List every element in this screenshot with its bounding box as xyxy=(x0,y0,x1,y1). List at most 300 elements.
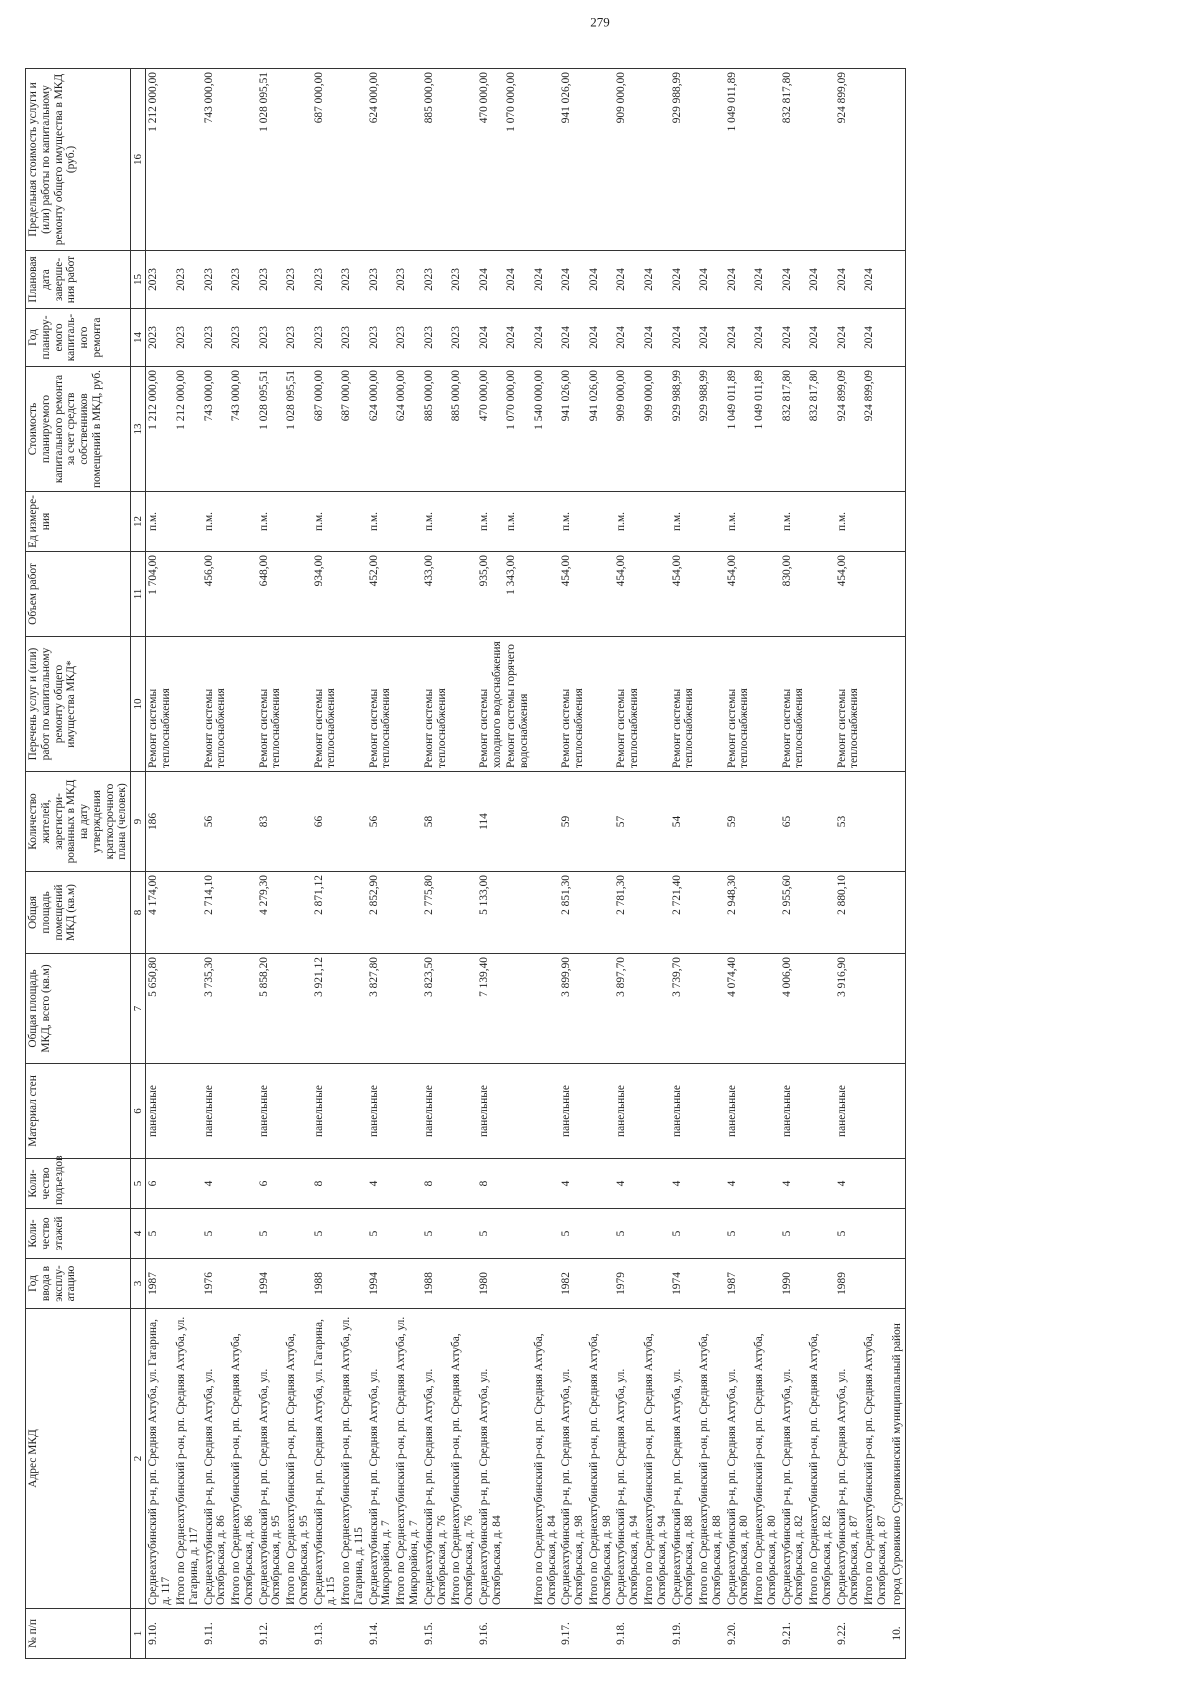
total-end-date: 2024 xyxy=(642,250,670,308)
row-number: 9.21. xyxy=(780,1608,808,1658)
total-label: Итого по Среднеахтубинский р-он, рп. Средняя Ахтуба, Октябрьская, д. 95 xyxy=(284,1308,312,1608)
empty-cell xyxy=(284,871,312,953)
empty-cell xyxy=(284,68,312,250)
total-cost: 929 988,99 xyxy=(697,366,725,491)
year-built: 1994 xyxy=(257,1258,285,1308)
total-cost: 832 817,80 xyxy=(807,366,835,491)
unit: п.м. xyxy=(367,491,395,551)
empty-cell xyxy=(587,1158,615,1208)
empty-cell xyxy=(642,1208,670,1258)
total-label: Итого по Среднеахтубинский р-он, рп. Средняя Ахтуба, Октябрьская, д. 76 xyxy=(449,1308,477,1608)
floors: 5 xyxy=(780,1208,808,1258)
empty-cell xyxy=(174,551,202,636)
row-number xyxy=(697,1608,725,1658)
header-cell: Общая площадь МКД, всего (кв.м) xyxy=(26,953,131,1063)
total-area: 3 916,90 xyxy=(835,953,863,1063)
residents: 66 xyxy=(312,771,340,871)
total-row xyxy=(449,68,477,1658)
residents: 83 xyxy=(257,771,285,871)
row-number: 9.15. xyxy=(422,1608,450,1658)
work-type: Ремонт системы теплоснабжения xyxy=(257,636,285,771)
empty-cell xyxy=(752,1258,780,1308)
empty-cell xyxy=(174,1063,202,1158)
row-number: 9.18. xyxy=(614,1608,642,1658)
floors: 5 xyxy=(835,1208,863,1258)
total-plan-year: 2024 xyxy=(752,308,780,366)
year-built: 1988 xyxy=(312,1258,340,1308)
empty-cell xyxy=(587,771,615,871)
header-cell: Стоимость планируемого капитального ремонта за счет средств собственников помещений в МКД, руб. xyxy=(26,366,131,491)
year-built: 1980 xyxy=(477,1258,505,1308)
address xyxy=(504,1308,532,1608)
total-plan-year: 2024 xyxy=(642,308,670,366)
residents: 114 xyxy=(477,771,505,871)
floors: 5 xyxy=(257,1208,285,1258)
total-plan-year: 2024 xyxy=(697,308,725,366)
empty-cell xyxy=(284,953,312,1063)
limit-cost: 470 000,00 xyxy=(477,68,505,250)
entrances: 4 xyxy=(614,1158,642,1208)
repair-plan-table xyxy=(25,68,906,1659)
table-row xyxy=(725,68,753,1658)
empty-cell xyxy=(229,636,257,771)
header-cell: Количество жителей, зарегистри-рованных в МКД на дату утверждения краткосрочного плана (человек) xyxy=(26,771,131,871)
entrances: 6 xyxy=(257,1158,285,1208)
empty-cell xyxy=(890,366,905,491)
repair-cost: 909 000,00 xyxy=(614,366,642,491)
empty-cell xyxy=(339,953,367,1063)
empty-cell xyxy=(394,491,422,551)
wall-material: панельные xyxy=(835,1063,863,1158)
total-plan-year: 2023 xyxy=(229,308,257,366)
total-end-date: 2023 xyxy=(229,250,257,308)
empty-cell xyxy=(807,491,835,551)
total-area xyxy=(504,953,532,1063)
premises-area: 5 133,00 xyxy=(477,871,505,953)
address: Среднеахтубинский р-н, рп. Средняя Ахтуба, ул. Микрорайон, д. 7 xyxy=(367,1308,395,1608)
entrances: 4 xyxy=(559,1158,587,1208)
total-plan-year: 2024 xyxy=(587,308,615,366)
empty-cell xyxy=(532,68,560,250)
premises-area: 2 851,30 xyxy=(559,871,587,953)
empty-cell xyxy=(807,953,835,1063)
residents: 59 xyxy=(559,771,587,871)
plan-year: 2023 xyxy=(367,308,395,366)
empty-cell xyxy=(642,551,670,636)
empty-cell xyxy=(752,551,780,636)
total-cost: 885 000,00 xyxy=(449,366,477,491)
total-end-date: 2023 xyxy=(449,250,477,308)
total-end-date: 2024 xyxy=(532,250,560,308)
total-area: 3 921,12 xyxy=(312,953,340,1063)
empty-cell xyxy=(284,1258,312,1308)
empty-cell xyxy=(284,636,312,771)
empty-cell xyxy=(862,491,890,551)
end-date: 2023 xyxy=(422,250,450,308)
limit-cost: 924 899,09 xyxy=(835,68,863,250)
plan-year: 2024 xyxy=(559,308,587,366)
total-cost: 624 000,00 xyxy=(394,366,422,491)
empty-cell xyxy=(394,1258,422,1308)
unit: п.м. xyxy=(146,491,174,551)
total-label: Итого по Среднеахтубинский р-он, рп. Средняя Ахтуба, Октябрьская, д. 94 xyxy=(642,1308,670,1608)
plan-year: 2023 xyxy=(257,308,285,366)
table-row xyxy=(422,68,450,1658)
row-number: 9.19. xyxy=(670,1608,698,1658)
empty-cell xyxy=(642,953,670,1063)
total-label: Итого по Среднеахтубинский р-он, рп. Средняя Ахтуба, Октябрьская, д. 87 xyxy=(862,1308,890,1608)
total-label: Итого по Среднеахтубинский р-он, рп. Средняя Ахтуба, Октябрьская, д. 82 xyxy=(807,1308,835,1608)
unit: п.м. xyxy=(725,491,753,551)
empty-cell xyxy=(752,1158,780,1208)
total-plan-year: 2023 xyxy=(339,308,367,366)
empty-cell xyxy=(339,636,367,771)
empty-cell xyxy=(890,1258,905,1308)
premises-area: 2 714,10 xyxy=(202,871,230,953)
empty-cell xyxy=(862,953,890,1063)
limit-cost: 929 988,99 xyxy=(670,68,698,250)
work-type: Ремонт системы горячего водоснабжения xyxy=(504,636,532,771)
residents xyxy=(504,771,532,871)
premises-area: 2 871,12 xyxy=(312,871,340,953)
total-end-date: 2024 xyxy=(752,250,780,308)
empty-cell xyxy=(394,771,422,871)
empty-cell xyxy=(862,1158,890,1208)
wall-material xyxy=(504,1063,532,1158)
work-type: Ремонт системы теплоснабжения xyxy=(670,636,698,771)
empty-cell xyxy=(532,771,560,871)
empty-cell xyxy=(229,1063,257,1158)
empty-cell xyxy=(532,636,560,771)
work-type: Ремонт системы теплоснабжения xyxy=(559,636,587,771)
total-row xyxy=(587,68,615,1658)
header-cell: Коли-чество подъездов xyxy=(26,1158,131,1208)
header-cell: Год ввода в эксплу-атацию xyxy=(26,1258,131,1308)
column-number: 9 xyxy=(131,771,146,871)
table-row xyxy=(477,68,505,1658)
wall-material: панельные xyxy=(614,1063,642,1158)
limit-cost: 941 026,00 xyxy=(559,68,587,250)
end-date: 2023 xyxy=(312,250,340,308)
total-area: 4 074,40 xyxy=(725,953,753,1063)
table-row xyxy=(670,68,698,1658)
total-cost: 924 899,09 xyxy=(862,366,890,491)
floors: 5 xyxy=(614,1208,642,1258)
end-date: 2024 xyxy=(835,250,863,308)
limit-cost: 687 000,00 xyxy=(312,68,340,250)
table-row xyxy=(146,68,174,1658)
total-row xyxy=(807,68,835,1658)
empty-cell xyxy=(284,1063,312,1158)
row-number: 9.16. xyxy=(477,1608,505,1658)
work-volume: 452,00 xyxy=(367,551,395,636)
row-number: 9.17. xyxy=(559,1608,587,1658)
residents: 56 xyxy=(202,771,230,871)
residents: 56 xyxy=(367,771,395,871)
empty-cell xyxy=(174,636,202,771)
work-volume: 454,00 xyxy=(835,551,863,636)
unit: п.м. xyxy=(257,491,285,551)
row-number xyxy=(449,1608,477,1658)
total-end-date: 2024 xyxy=(587,250,615,308)
address: Среднеахтубинский р-н, рп. Средняя Ахтуба, ул. Октябрьская, д. 98 xyxy=(559,1308,587,1608)
empty-cell xyxy=(807,771,835,871)
work-volume: 934,00 xyxy=(312,551,340,636)
work-volume: 935,00 xyxy=(477,551,505,636)
year-built: 1987 xyxy=(146,1258,174,1308)
year-built: 1979 xyxy=(614,1258,642,1308)
empty-cell xyxy=(890,871,905,953)
plan-year: 2023 xyxy=(422,308,450,366)
row-number: 9.10. xyxy=(146,1608,174,1658)
end-date: 2023 xyxy=(202,250,230,308)
floors: 5 xyxy=(422,1208,450,1258)
column-number: 12 xyxy=(131,491,146,551)
empty-cell xyxy=(890,771,905,871)
header-cell: Год планиру-емого капиталь-ного ремонта xyxy=(26,308,131,366)
unit: п.м. xyxy=(670,491,698,551)
work-type: Ремонт системы теплоснабжения xyxy=(422,636,450,771)
total-area: 7 139,40 xyxy=(477,953,505,1063)
empty-cell xyxy=(532,953,560,1063)
empty-cell xyxy=(174,953,202,1063)
entrances: 8 xyxy=(422,1158,450,1208)
repair-cost: 470 000,00 xyxy=(477,366,505,491)
empty-cell xyxy=(697,1258,725,1308)
premises-area: 4 174,00 xyxy=(146,871,174,953)
limit-cost: 624 000,00 xyxy=(367,68,395,250)
unit: п.м. xyxy=(780,491,808,551)
total-area: 5 650,80 xyxy=(146,953,174,1063)
empty-cell xyxy=(890,1063,905,1158)
empty-cell xyxy=(339,1063,367,1158)
row-number xyxy=(807,1608,835,1658)
end-date: 2024 xyxy=(614,250,642,308)
empty-cell xyxy=(532,1208,560,1258)
plan-year: 2023 xyxy=(312,308,340,366)
premises-area xyxy=(504,871,532,953)
empty-cell xyxy=(449,1258,477,1308)
row-number xyxy=(284,1608,312,1658)
repair-cost: 924 899,09 xyxy=(835,366,863,491)
total-cost: 1 028 095,51 xyxy=(284,366,312,491)
floors: 5 xyxy=(477,1208,505,1258)
empty-cell xyxy=(642,771,670,871)
row-number xyxy=(339,1608,367,1658)
empty-cell xyxy=(449,1063,477,1158)
floors: 5 xyxy=(725,1208,753,1258)
limit-cost: 1 049 011,89 xyxy=(725,68,753,250)
column-number: 7 xyxy=(131,953,146,1063)
total-plan-year: 2023 xyxy=(174,308,202,366)
work-volume: 454,00 xyxy=(670,551,698,636)
empty-cell xyxy=(532,551,560,636)
address: Среднеахтубинский р-н, рп. Средняя Ахтуба, ул. Октябрьская, д. 88 xyxy=(670,1308,698,1608)
total-row xyxy=(229,68,257,1658)
unit: п.м. xyxy=(614,491,642,551)
unit: п.м. xyxy=(477,491,505,551)
limit-cost: 832 817,80 xyxy=(780,68,808,250)
empty-cell xyxy=(394,636,422,771)
plan-year: 2024 xyxy=(835,308,863,366)
table-row xyxy=(835,68,863,1658)
empty-cell xyxy=(862,551,890,636)
end-date: 2024 xyxy=(670,250,698,308)
repair-cost: 687 000,00 xyxy=(312,366,340,491)
unit: п.м. xyxy=(504,491,532,551)
total-row xyxy=(394,68,422,1658)
floors xyxy=(504,1208,532,1258)
column-number: 5 xyxy=(131,1158,146,1208)
total-area: 3 899,90 xyxy=(559,953,587,1063)
row-number: 9.13. xyxy=(312,1608,340,1658)
premises-area: 2 955,60 xyxy=(780,871,808,953)
total-area: 3 897,70 xyxy=(614,953,642,1063)
empty-cell xyxy=(697,551,725,636)
work-type: Ремонт системы теплоснабжения xyxy=(367,636,395,771)
empty-cell xyxy=(807,636,835,771)
total-plan-year: 2023 xyxy=(449,308,477,366)
header-cell: Коли-чество этажей xyxy=(26,1208,131,1258)
work-type: Ремонт системы теплоснабжения xyxy=(312,636,340,771)
empty-cell xyxy=(807,1258,835,1308)
wall-material: панельные xyxy=(146,1063,174,1158)
total-cost: 1 540 000,00 xyxy=(532,366,560,491)
total-end-date: 2023 xyxy=(174,250,202,308)
empty-cell xyxy=(449,953,477,1063)
total-area: 3 739,70 xyxy=(670,953,698,1063)
wall-material: панельные xyxy=(367,1063,395,1158)
wall-material: панельные xyxy=(477,1063,505,1158)
total-cost: 743 000,00 xyxy=(229,366,257,491)
empty-cell xyxy=(862,1063,890,1158)
year-built: 1974 xyxy=(670,1258,698,1308)
empty-cell xyxy=(174,491,202,551)
column-number: 10 xyxy=(131,636,146,771)
plan-year: 2024 xyxy=(725,308,753,366)
empty-cell xyxy=(532,1258,560,1308)
unit: п.м. xyxy=(835,491,863,551)
empty-cell xyxy=(449,491,477,551)
empty-cell xyxy=(642,1258,670,1308)
limit-cost: 885 000,00 xyxy=(422,68,450,250)
work-volume: 433,00 xyxy=(422,551,450,636)
total-end-date: 2023 xyxy=(339,250,367,308)
year-built: 1990 xyxy=(780,1258,808,1308)
unit: п.м. xyxy=(202,491,230,551)
repair-cost: 941 026,00 xyxy=(559,366,587,491)
total-plan-year: 2024 xyxy=(862,308,890,366)
empty-cell xyxy=(229,1208,257,1258)
empty-cell xyxy=(752,491,780,551)
address: Среднеахтубинский р-н, рп. Средняя Ахтуба, ул. Октябрьская, д. 76 xyxy=(422,1308,450,1608)
total-row xyxy=(752,68,780,1658)
plan-year: 2024 xyxy=(477,308,505,366)
residents: 59 xyxy=(725,771,753,871)
total-end-date: 2023 xyxy=(394,250,422,308)
empty-cell xyxy=(532,1158,560,1208)
empty-cell xyxy=(394,1063,422,1158)
column-number: 6 xyxy=(131,1063,146,1158)
limit-cost: 1 028 095,51 xyxy=(257,68,285,250)
empty-cell xyxy=(642,1063,670,1158)
empty-cell xyxy=(587,636,615,771)
work-volume: 648,00 xyxy=(257,551,285,636)
plan-year: 2024 xyxy=(670,308,698,366)
empty-cell xyxy=(587,551,615,636)
empty-cell xyxy=(890,551,905,636)
empty-cell xyxy=(642,871,670,953)
empty-cell xyxy=(532,871,560,953)
residents: 53 xyxy=(835,771,863,871)
row-number xyxy=(174,1608,202,1658)
work-type: Ремонт системы холодного водоснабжения xyxy=(477,636,505,771)
total-row xyxy=(339,68,367,1658)
year-built: 1988 xyxy=(422,1258,450,1308)
entrances: 4 xyxy=(670,1158,698,1208)
limit-cost: 1 070 000,00 xyxy=(504,68,532,250)
end-date: 2023 xyxy=(257,250,285,308)
column-number: 3 xyxy=(131,1258,146,1308)
empty-cell xyxy=(449,1158,477,1208)
premises-area: 4 279,30 xyxy=(257,871,285,953)
table-row xyxy=(202,68,230,1658)
empty-cell xyxy=(449,1208,477,1258)
empty-cell xyxy=(890,1208,905,1258)
empty-cell xyxy=(807,1158,835,1208)
total-row xyxy=(532,68,560,1658)
empty-cell xyxy=(532,1063,560,1158)
empty-cell xyxy=(587,953,615,1063)
entrances: 4 xyxy=(835,1158,863,1208)
address: Среднеахтубинский р-н, рп. Средняя Ахтуба, ул. Октябрьская, д. 86 xyxy=(202,1308,230,1608)
floors: 5 xyxy=(559,1208,587,1258)
entrances: 8 xyxy=(477,1158,505,1208)
entrances: 4 xyxy=(725,1158,753,1208)
empty-cell xyxy=(394,551,422,636)
total-plan-year: 2023 xyxy=(284,308,312,366)
total-end-date: 2024 xyxy=(697,250,725,308)
premises-area: 2 852,90 xyxy=(367,871,395,953)
repair-cost: 1 028 095,51 xyxy=(257,366,285,491)
empty-cell xyxy=(229,551,257,636)
plan-year: 2023 xyxy=(202,308,230,366)
repair-cost: 929 988,99 xyxy=(670,366,698,491)
unit: п.м. xyxy=(312,491,340,551)
column-number: 16 xyxy=(131,68,146,250)
work-volume: 454,00 xyxy=(559,551,587,636)
total-cost: 1 212 000,00 xyxy=(174,366,202,491)
rotated-page xyxy=(25,14,1175,1659)
empty-cell xyxy=(394,68,422,250)
empty-cell xyxy=(229,771,257,871)
empty-cell xyxy=(862,636,890,771)
empty-cell xyxy=(394,1208,422,1258)
empty-cell xyxy=(752,771,780,871)
address: Среднеахтубинский р-н, рп. Средняя Ахтуба, ул. Октябрьская, д. 95 xyxy=(257,1308,285,1608)
empty-cell xyxy=(862,771,890,871)
floors: 5 xyxy=(670,1208,698,1258)
total-end-date: 2024 xyxy=(862,250,890,308)
empty-cell xyxy=(229,953,257,1063)
work-type: Ремонт системы теплоснабжения xyxy=(780,636,808,771)
row-number xyxy=(752,1608,780,1658)
end-date: 2024 xyxy=(504,250,532,308)
wall-material: панельные xyxy=(202,1063,230,1158)
total-label: Итого по Среднеахтубинский р-он, рп. Средняя Ахтуба, Октябрьская, д. 84 xyxy=(532,1308,560,1608)
address: Среднеахтубинский р-н, рп. Средняя Ахтуба, ул. Октябрьская, д. 80 xyxy=(725,1308,753,1608)
empty-cell xyxy=(284,1158,312,1208)
